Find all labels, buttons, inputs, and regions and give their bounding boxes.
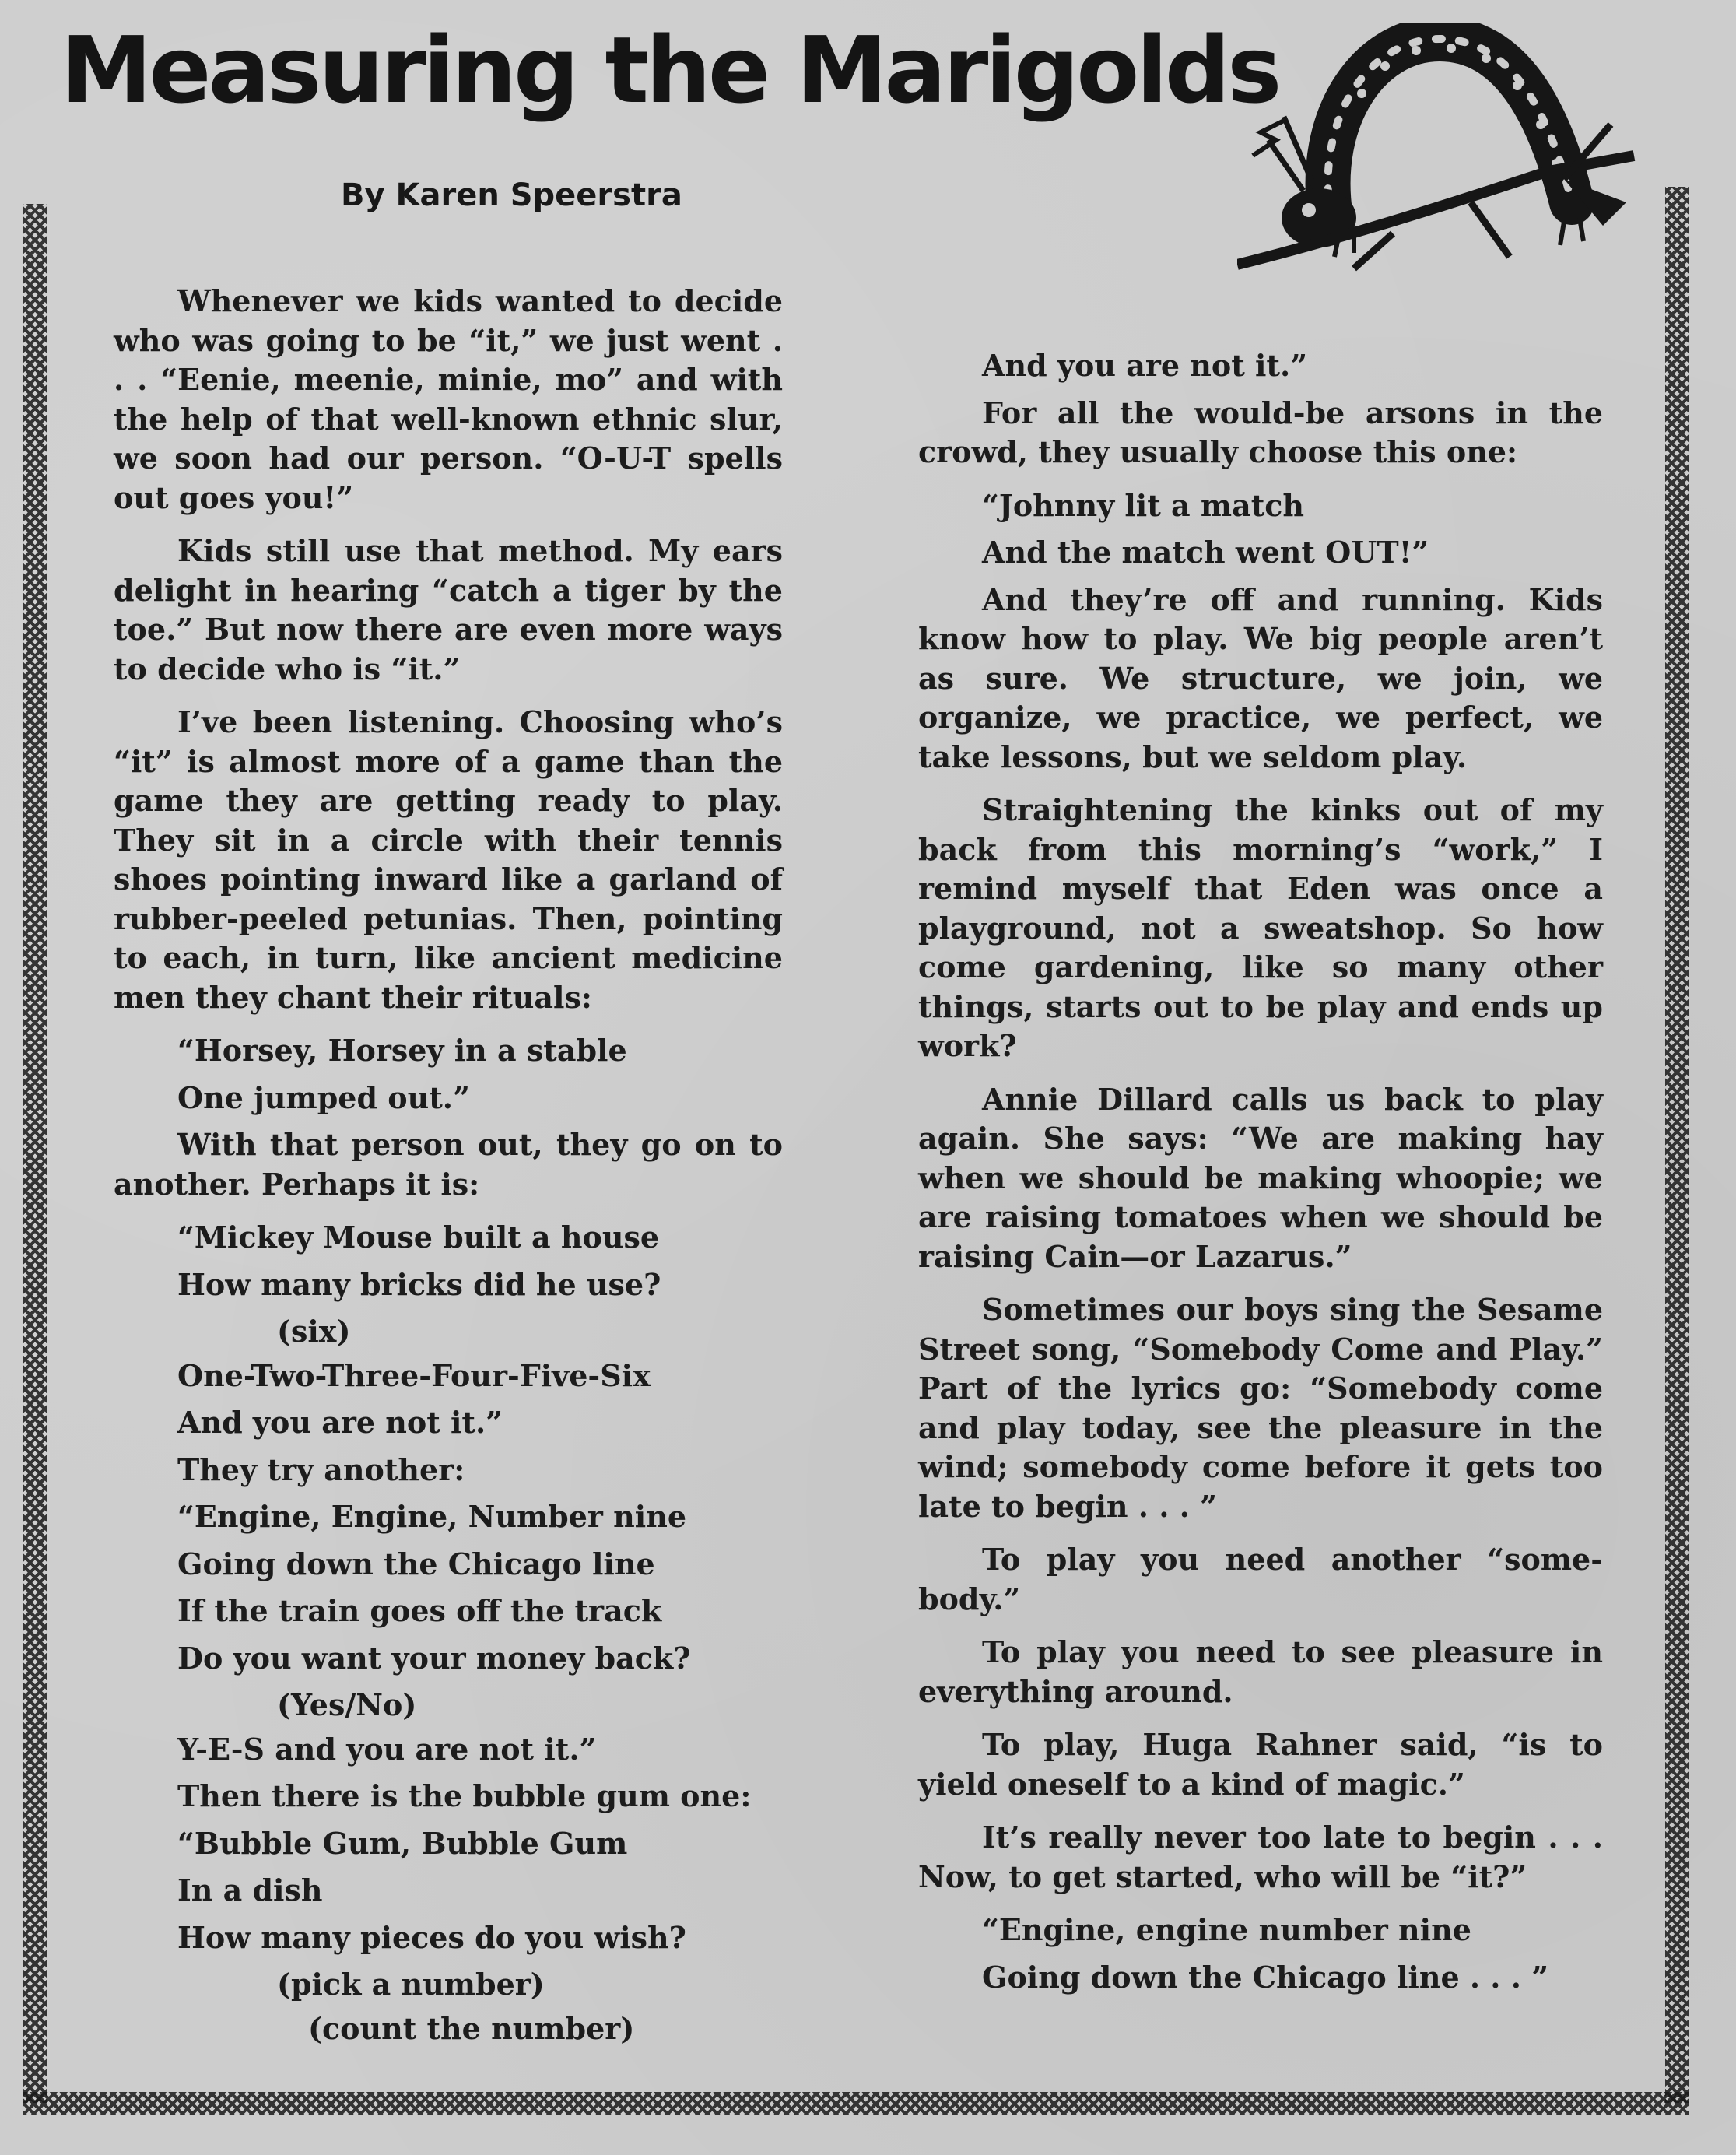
verse-line: One jumped out.” <box>177 1079 470 1115</box>
verse-line: How many bricks did he use? <box>177 1266 661 1302</box>
paragraph: To play you need another “some-body.” <box>918 1542 1603 1616</box>
verse-line: And you are not it.” <box>177 1405 503 1440</box>
paragraph: For all the would-be arsons in the crowd, they usually choose this one: <box>918 395 1603 469</box>
border-left <box>23 204 47 2103</box>
verse-line: Then there is the bubble gum one: <box>177 1778 752 1813</box>
border-right <box>1665 187 1689 2103</box>
verse-line: “Engine, engine number nine <box>982 1912 1471 1947</box>
caterpillar-icon <box>1237 23 1642 272</box>
article-title: Measuring the Marigolds <box>61 16 1279 124</box>
verse-line: One-Two-Three-Four-Five-Six <box>177 1357 651 1393</box>
paragraph: With that person out, they go on to another. Perhaps it is: <box>114 1127 783 1202</box>
verse-line: “Bubble Gum, Bubble Gum <box>177 1825 628 1861</box>
paragraph: Whenever we kids wanted to decide who was going to be “it,” we just went . . . “Eenie, meenie, minie, mo” and with the help of that well-known ethnic slur, we soon had our person. “O-U-T spells out goes you!” <box>114 283 783 515</box>
verse-line: And the match went OUT!” <box>982 535 1429 570</box>
paragraph: Sometimes our boys sing the Sesame Street song, “Somebody Come and Play.” Part of the lyrics go: “Somebody come and play today, see the pleasure in the wind; somebody come before it gets too late to begin . . . ” <box>918 1292 1603 1524</box>
paragraph: It’s really never too late to begin . . . Now, to get started, who will be “it?” <box>918 1820 1603 1894</box>
verse-line: “Engine, Engine, Number nine <box>177 1499 687 1534</box>
verse-line: And you are not it.” <box>982 348 1308 383</box>
verse-line: “Horsey, Horsey in a stable <box>177 1033 627 1068</box>
verse-line: “Johnny lit a match <box>982 487 1305 523</box>
paragraph: I’ve been listening. Choosing who’s “it” is almost more of a game than the game they are getting ready to play. They sit in a circle with their tennis shoes pointing inward like a garland of rubber-peeled petunias. Then, pointing to each, in turn, like ancient medicine men they chant their rituals: <box>114 704 783 1015</box>
verse-line: Y-E-S and you are not it.” <box>177 1731 597 1767</box>
border-bottom <box>23 2092 1689 2115</box>
right-column <box>918 346 1603 2005</box>
paragraph: Kids still use that method. My ears delight in hearing “catch a tiger by the toe.” But now there are even more ways to decide who is “it.” <box>114 533 783 686</box>
verse-line: How many pieces do you wish? <box>177 1919 686 1955</box>
verse-line: Going down the Chicago line <box>177 1546 655 1581</box>
paragraph: To play you need to see pleasure in everything around. <box>918 1634 1603 1709</box>
verse-line: Going down the Chicago line . . . ” <box>982 1959 1549 1995</box>
article-byline: By Karen Speerstra <box>341 177 682 213</box>
verse-line: (count the number) <box>308 2010 635 2046</box>
verse-line: “Mickey Mouse built a house <box>177 1220 660 1255</box>
verse-line: (pick a number) <box>277 1967 545 2002</box>
paragraph: And they’re off and running. Kids know how to play. We big people aren’t as sure. We structure, we join, we organize, we practice, we perfect, we take lessons, but we seldom play. <box>918 581 1603 774</box>
verse-line: They try another: <box>177 1451 465 1487</box>
left-column <box>114 282 783 2053</box>
verse-line: Do you want your money back? <box>177 1640 691 1676</box>
paragraph: Annie Dillard calls us back to play again. She says: “We are making hay when we should be making whoopie; we are raising tomatoes when we should be raising Cain—or Lazarus.” <box>918 1081 1603 1274</box>
paragraph: To play, Huga Rahner said, “is to yield oneself to a kind of magic.” <box>918 1727 1603 1802</box>
verse-line: (six) <box>277 1314 351 1349</box>
verse-line: (Yes/No) <box>277 1687 417 1722</box>
paragraph: Straightening the kinks out of my back from this morning’s “work,” I remind myself that Eden was once a playground, not a sweatshop. So how come gardening, like so many other things, starts out to be play and ends up work? <box>918 792 1603 1063</box>
verse-line: In a dish <box>177 1872 323 1908</box>
verse-line: If the train goes off the track <box>177 1593 662 1628</box>
